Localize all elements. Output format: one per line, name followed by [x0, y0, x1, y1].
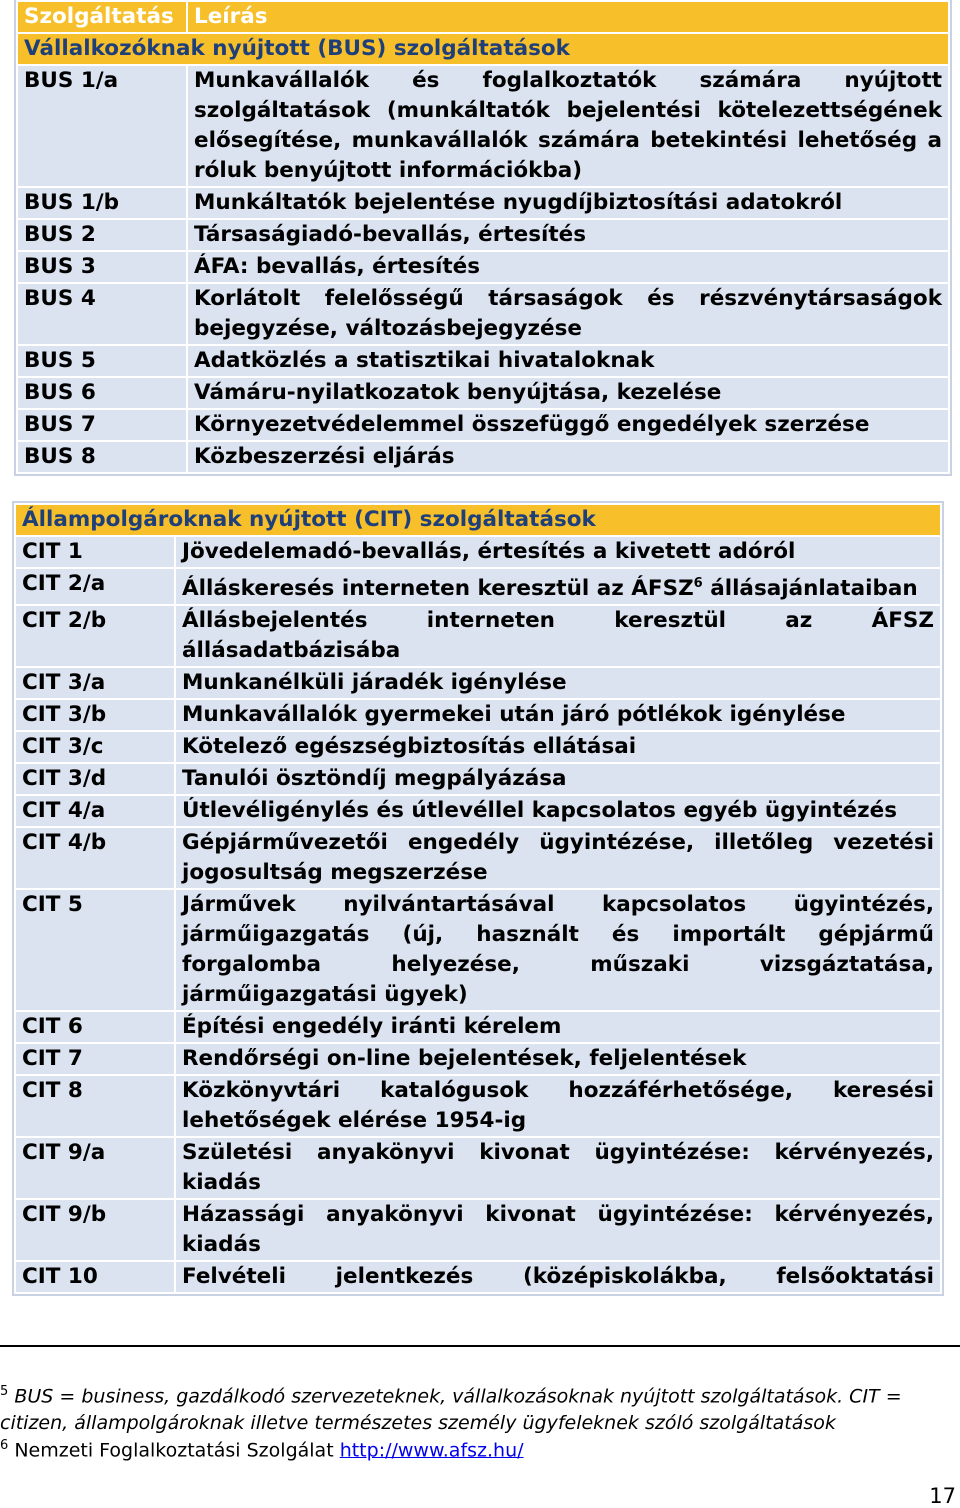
- service-description: Tanulói ösztöndíj megpályázása: [175, 763, 941, 795]
- table-row: [15, 605, 941, 667]
- service-description: Társaságiadó-bevallás, értesítés: [187, 219, 949, 251]
- service-code: CIT 3/c: [15, 731, 175, 763]
- service-code: BUS 3: [17, 251, 187, 283]
- service-code: CIT 4/a: [15, 795, 175, 827]
- service-description: Munkavállalók gyermekei után járó pótlékok igénylése: [175, 699, 941, 731]
- service-description: Kötelező egészségbiztosítás ellátásai: [175, 731, 941, 763]
- table-row: [15, 536, 941, 568]
- service-code: BUS 8: [17, 441, 187, 473]
- service-description: Munkavállalók és foglalkoztatók számára nyújtott szolgáltatások (munkáltatók bejelentési kötelezettségének elősegítése, munkavállalók számára betekintési lehetőség a róluk benyújtott információkba): [187, 65, 949, 187]
- table-row: [17, 251, 949, 283]
- service-description: Útlevéligénylés és útlevéllel kapcsolatos egyéb ügyintézés: [175, 795, 941, 827]
- header-service: Szolgáltatás: [17, 1, 187, 33]
- table-row: [15, 667, 941, 699]
- table-row: [15, 795, 941, 827]
- footnote-marker: 5: [0, 1384, 9, 1399]
- section-title: Állampolgároknak nyújtott (CIT) szolgáltatások: [15, 504, 941, 536]
- table-row: [17, 283, 949, 345]
- service-description: Vámáru-nyilatkozatok benyújtása, kezelése: [187, 377, 949, 409]
- footnote-ref: 6: [693, 576, 703, 591]
- service-code: BUS 2: [17, 219, 187, 251]
- section-title: Vállalkozóknak nyújtott (BUS) szolgáltatások: [17, 33, 949, 65]
- footnote-separator: [0, 1345, 960, 1347]
- table-row: [15, 1011, 941, 1043]
- table-row: [15, 568, 941, 605]
- service-description: Munkanélküli járadék igénylése: [175, 667, 941, 699]
- service-code: CIT 3/d: [15, 763, 175, 795]
- service-description: Munkáltatók bejelentése nyugdíjbiztosítási adatokról: [187, 187, 949, 219]
- table-row: [17, 377, 949, 409]
- service-code: CIT 6: [15, 1011, 175, 1043]
- service-description: Felvételi jelentkezés (középiskolákba, felsőoktatási: [175, 1261, 941, 1293]
- service-code: CIT 3/b: [15, 699, 175, 731]
- service-code: CIT 2/a: [15, 568, 175, 605]
- table-row: [17, 219, 949, 251]
- service-code: CIT 4/b: [15, 827, 175, 889]
- service-code: CIT 9/b: [15, 1199, 175, 1261]
- table-row: [17, 409, 949, 441]
- service-code: BUS 4: [17, 283, 187, 345]
- service-code: BUS 6: [17, 377, 187, 409]
- section-header-cit: [15, 504, 941, 536]
- table-header-row: [17, 1, 949, 33]
- footnote-5: [0, 1378, 960, 1437]
- service-description: Járművek nyilvántartásával kapcsolatos ügyintézés, járműigazgatás (új, használt és importált gépjármű forgalomba helyezése, műszaki vizsgáztatása, járműigazgatási ügyek): [175, 889, 941, 1011]
- service-code: CIT 10: [15, 1261, 175, 1293]
- service-code: CIT 8: [15, 1075, 175, 1137]
- table-row: [15, 1043, 941, 1075]
- service-description: [175, 568, 941, 605]
- table-row: [15, 763, 941, 795]
- service-code: BUS 1/a: [17, 65, 187, 187]
- service-code: BUS 5: [17, 345, 187, 377]
- header-description: Leírás: [187, 1, 949, 33]
- table-row: [15, 827, 941, 889]
- footnote-marker: 6: [0, 1438, 9, 1453]
- service-description: Jövedelemadó-bevallás, értesítés a kivetett adóról: [175, 536, 941, 568]
- section-header-bus: [17, 33, 949, 65]
- description-text-cont: állásajánlataiban: [702, 576, 918, 602]
- table-row: [15, 889, 941, 1011]
- table-row: [15, 1261, 941, 1293]
- table-row: [17, 441, 949, 473]
- footnote-text: BUS = business, gazdálkodó szervezeteknek, vállalkozásoknak nyújtott szolgáltatások. CIT = citizen, állampolgároknak illetve természetes személy ügyfeleknek szóló szolgáltatások: [0, 1385, 902, 1435]
- table-row: [17, 65, 949, 187]
- service-code: CIT 2/b: [15, 605, 175, 667]
- cit-services-table: [14, 503, 942, 1294]
- table-row: [15, 731, 941, 763]
- service-description: ÁFA: bevallás, értesítés: [187, 251, 949, 283]
- table-row: [15, 1137, 941, 1199]
- service-description: Közkönyvtári katalógusok hozzáférhetősége, keresési lehetőségek elérése 1954-ig: [175, 1075, 941, 1137]
- afsz-link[interactable]: http://www.afsz.hu/: [339, 1439, 524, 1462]
- footnote-6: [0, 1432, 960, 1464]
- bus-services-table: [16, 0, 950, 474]
- service-code: CIT 5: [15, 889, 175, 1011]
- table-row: [17, 345, 949, 377]
- service-description: Adatközlés a statisztikai hivataloknak: [187, 345, 949, 377]
- service-code: CIT 9/a: [15, 1137, 175, 1199]
- footnote-text: Nemzeti Foglalkoztatási Szolgálat: [8, 1439, 340, 1462]
- table-row: [15, 1199, 941, 1261]
- table-row: [17, 187, 949, 219]
- service-description: Állásbejelentés interneten keresztül az ÁFSZ állásadatbázisába: [175, 605, 941, 667]
- service-description: Házassági anyakönyvi kivonat ügyintézése: kérvényezés, kiadás: [175, 1199, 941, 1261]
- service-description: Rendőrségi on-line bejelentések, feljelentések: [175, 1043, 941, 1075]
- service-description: Közbeszerzési eljárás: [187, 441, 949, 473]
- service-code: BUS 7: [17, 409, 187, 441]
- service-description: Korlátolt felelősségű társaságok és részvénytársaságok bejegyzése, változásbejegyzése: [187, 283, 949, 345]
- service-description: Gépjárművezetői engedély ügyintézése, illetőleg vezetési jogosultság megszerzése: [175, 827, 941, 889]
- service-code: BUS 1/b: [17, 187, 187, 219]
- description-text: Álláskeresés interneten keresztül az ÁFSZ: [182, 576, 694, 602]
- page-number: 17: [929, 1484, 956, 1508]
- table-row: [15, 699, 941, 731]
- service-description: Építési engedély iránti kérelem: [175, 1011, 941, 1043]
- table-row: [15, 1075, 941, 1137]
- service-description: Környezetvédelemmel összefüggő engedélyek szerzése: [187, 409, 949, 441]
- service-code: CIT 3/a: [15, 667, 175, 699]
- service-code: CIT 7: [15, 1043, 175, 1075]
- service-description: Születési anyakönyvi kivonat ügyintézése: kérvényezés, kiadás: [175, 1137, 941, 1199]
- service-code: CIT 1: [15, 536, 175, 568]
